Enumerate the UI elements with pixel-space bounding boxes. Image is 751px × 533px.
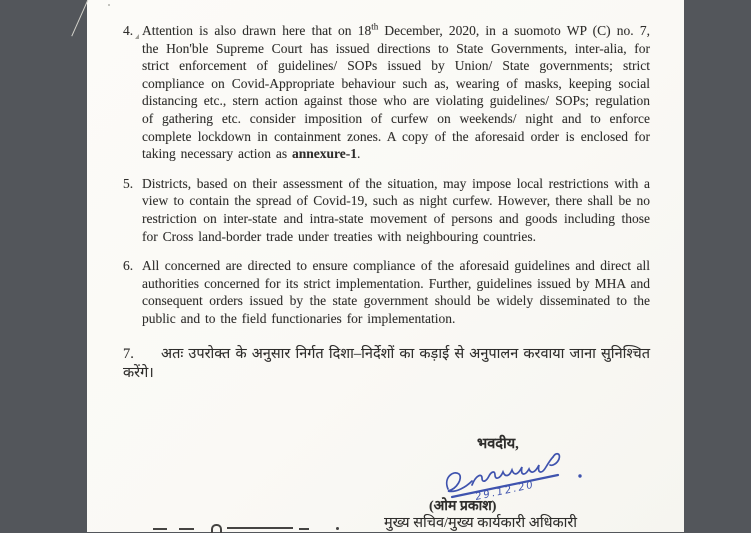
paragraph-text: अतः उपरोक्त के अनुसार निर्गत दिशा–निर्देशों का कड़ाई से अनुपालन करवाया जाना सुनिश्चित करेंगे। [123,345,651,381]
cutoff-text-fragment [153,524,443,532]
letter-body [123,22,650,396]
signature-date: 29.12.20 [474,479,536,503]
signatory-designation: मुख्य सचिव/मुख्य कार्यकारी अधिकारी [384,515,578,531]
paragraph-text: All concerned are directed to ensure compliance of the aforesaid guidelines and direct all authorities concerned for its strict implementation. Further, guidelines issued by MHA and consequent orders issued by the state government should be widely disseminated to the public and to the field functionaries for implementation. [142,258,650,326]
paragraph-6 [123,257,650,327]
signatory-name: (ओम प्रकाश) [429,499,497,514]
valediction: भवदीय, [477,436,519,452]
paper-crease [71,0,91,36]
paragraph-7-hindi [123,345,650,384]
paragraph-number: 6. [123,258,134,274]
paragraph-4 [123,22,650,163]
annexure-reference: annexure-1 [291,146,357,162]
paragraph-number: 4. [123,23,134,38]
paragraph-text: Districts, based on their assessment of the situation, may impose local restrictions with a view to contain the spread of Covid-19, such as night curfew. However, there shall be no restriction on inter-state and intra-state movement of persons and goods including those for Cross land-border trade under treaties with neighbouring countries. [142,175,650,244]
paper-sheet [87,0,684,532]
paragraph-number: 7. [123,345,134,362]
paragraph-5 [123,175,650,245]
ink-dot [578,474,581,477]
paragraph-number: 5. [123,175,134,191]
ordinal-superscript: th [371,21,379,32]
paper-speck [108,4,110,6]
paragraph-text: Attention is also drawn here that on 18th December, 2020, in a suomoto WP (C) no. 7, the Hon'ble Supreme Court has issued directions to State Governments, inter-alia, for strict enforcement of guidelines/ SOPs issued by Union/ State governments; strict compliance on Covid-Appropriate behaviour such as, wearing of masks, keeping social distancing etc., stern action against those who are violating guidelines/ SOPs; regulation of gathering etc. consider imposition of curfew on weekends/ night and to enforce complete lockdown in containment zones. A copy of the aforesaid order is enclosed for taking necessary action as annexure-1. [142,21,650,162]
